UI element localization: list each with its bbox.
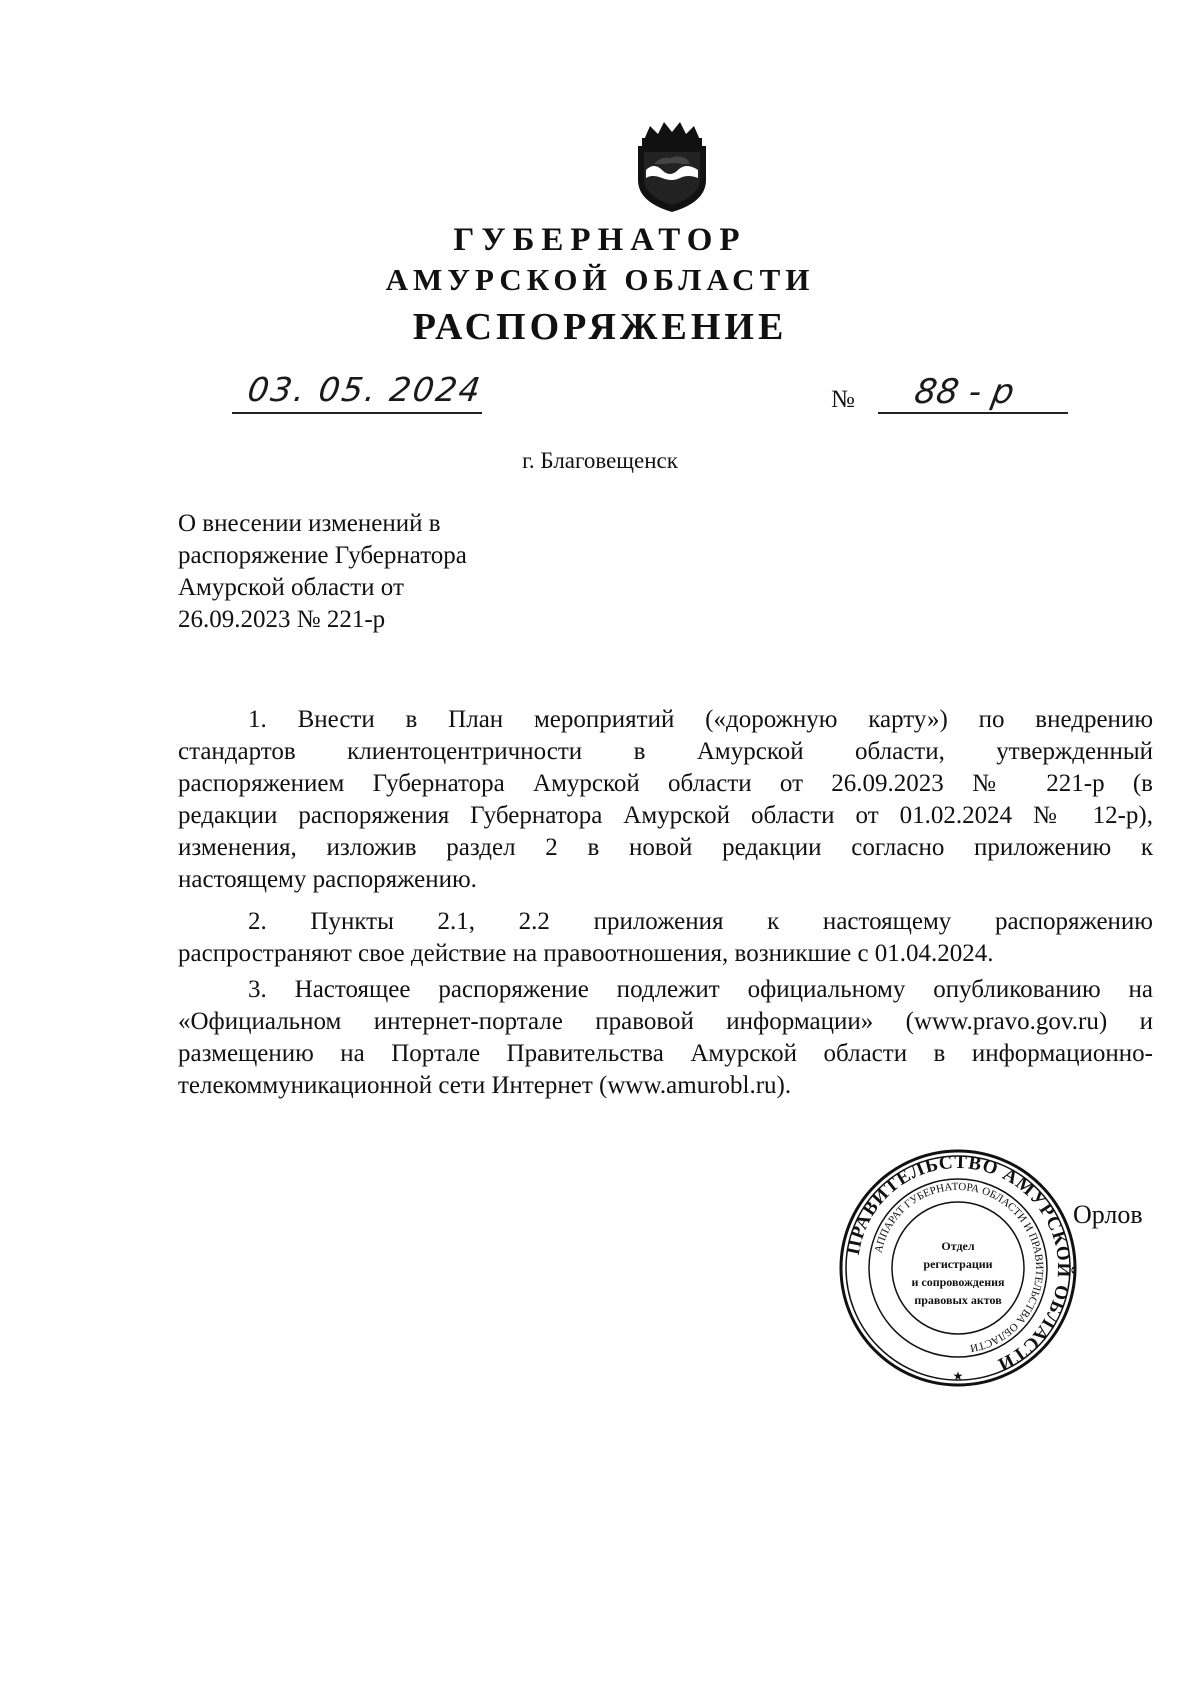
paragraph-2-line: 2. Пункты 2.1, 2.2 приложения к настоящему распоряжению xyxy=(248,908,1153,935)
seal-outer-text: ПРАВИТЕЛЬСТВО АМУРСКОЙ ОБЛАСТИ xyxy=(842,1151,1075,1376)
number-underline xyxy=(878,412,1068,414)
subject-line: О внесении изменений в xyxy=(178,510,441,537)
paragraph-1-line: 1. Внести в План мероприятий («дорожную карту») по внедрению xyxy=(248,706,1153,733)
seal-center-line: Отдел xyxy=(941,1239,975,1253)
document-date: 03. 05. 2024 xyxy=(245,370,485,409)
number-sign: № xyxy=(831,386,855,413)
seal-center-line: правовых актов xyxy=(914,1293,1002,1307)
document-type: РАСПОРЯЖЕНИЕ xyxy=(412,306,788,348)
paragraph-3-line: размещению на Портале Правительства Амурской области в информационно- xyxy=(178,1040,1153,1067)
paragraph-3-line: телекоммуникационной сети Интернет (www.amurobl.ru). xyxy=(178,1072,792,1099)
seal-center-line: и сопровождения xyxy=(911,1275,1005,1289)
document-number: 88 - р xyxy=(911,372,1018,412)
paragraph-2-line: распространяют свое действие на правоотношения, возникшие с 01.04.2024. xyxy=(178,940,994,967)
city: г. Благовещенск xyxy=(522,448,678,473)
seal-inner-text: АППАРАТ ГУБЕРНАТОРА ОБЛАСТИ И ПРАВИТЕЛЬСТВА ОБЛАСТИ xyxy=(872,1180,1046,1355)
subject-line: Амурской области от xyxy=(178,574,404,601)
seal-star-icon: ★ xyxy=(952,1369,964,1383)
coat-of-arms-icon xyxy=(630,118,714,214)
issuer-region: АМУРСКОЙ ОБЛАСТИ xyxy=(385,262,815,297)
issuer-title: ГУБЕРНАТОР xyxy=(453,222,747,258)
subject-block xyxy=(178,508,558,636)
date-underline xyxy=(232,412,482,414)
paragraph-1-line: стандартов клиентоцентричности в Амурской области, утвержденный xyxy=(178,738,1153,765)
paragraph-1-line: изменения, изложив раздел 2 в новой редакции согласно приложению к xyxy=(178,834,1153,861)
paragraph-3-line: «Официальном интернет-портале правовой информации» (www.pravo.gov.ru) и xyxy=(178,1008,1153,1035)
paragraph-1-line: распоряжением Губернатора Амурской области от 26.09.2023 № 221-р (в xyxy=(178,770,1153,797)
paragraph-3-line: 3. Настоящее распоряжение подлежит официальному опубликованию на xyxy=(248,976,1153,1003)
subject-line: 26.09.2023 № 221-р xyxy=(178,606,386,633)
seal-center-line: регистрации xyxy=(923,1257,993,1271)
paragraph-1-line: настоящему распоряжению. xyxy=(178,866,477,893)
paragraph-1-line: редакции распоряжения Губернатора Амурской области от 01.02.2024 № 12-р), xyxy=(178,802,1153,829)
official-seal xyxy=(838,1148,1078,1388)
subject-line: распоряжение Губернатора xyxy=(178,542,467,569)
signer-name: Орлов xyxy=(1073,1200,1143,1229)
